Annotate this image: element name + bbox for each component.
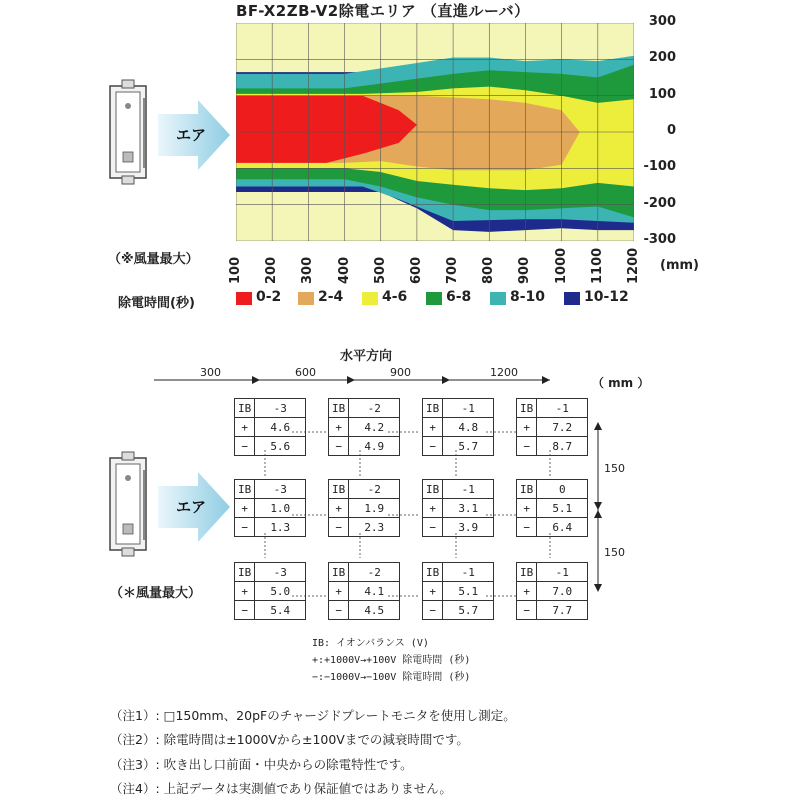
x-axis-unit: (mm) bbox=[660, 258, 699, 273]
cell-key: − bbox=[235, 437, 255, 456]
y-tick-label: -200 bbox=[643, 195, 676, 211]
cell-key: + bbox=[517, 499, 537, 518]
measurement-cell bbox=[516, 562, 588, 620]
cell-value: 1.9 bbox=[349, 499, 400, 518]
x-tick-label: 1000 bbox=[553, 247, 569, 284]
legend-swatch bbox=[490, 292, 506, 305]
legend-swatch bbox=[236, 292, 252, 305]
cell-key: IB bbox=[517, 399, 537, 418]
x-tick-label: 200 bbox=[264, 256, 280, 284]
cell-value: 4.8 bbox=[443, 418, 494, 437]
x-tick-label: 300 bbox=[300, 256, 316, 284]
cell-value: 7.7 bbox=[537, 601, 588, 620]
cell-value: -1 bbox=[537, 399, 588, 418]
cell-key: + bbox=[423, 582, 443, 601]
ionizer-device-icon-2 bbox=[108, 450, 148, 560]
y-tick-label: 100 bbox=[648, 86, 676, 102]
cell-value: 5.4 bbox=[255, 601, 306, 620]
cell-value: -3 bbox=[255, 563, 306, 582]
vertical-spacing-1: 150 bbox=[604, 462, 625, 475]
cell-value: -3 bbox=[255, 399, 306, 418]
cell-key: IB bbox=[517, 480, 537, 499]
cell-key: + bbox=[517, 418, 537, 437]
cell-key: IB bbox=[235, 399, 255, 418]
y-tick-label: 0 bbox=[666, 123, 676, 138]
ib-legend-3: −:−1000V→−100V 除電時間 (秒) bbox=[312, 672, 471, 683]
cell-value: 5.1 bbox=[443, 582, 494, 601]
cell-key: + bbox=[329, 582, 349, 601]
cell-value: -1 bbox=[443, 399, 494, 418]
cell-key: − bbox=[235, 601, 255, 620]
cell-key: − bbox=[329, 601, 349, 620]
measurement-cell bbox=[328, 398, 400, 456]
x-tick-label: 500 bbox=[372, 256, 388, 284]
legend-entry-label: 0-2 bbox=[256, 289, 282, 305]
vertical-spacing-2: 150 bbox=[604, 546, 625, 559]
x-tick-label: 700 bbox=[445, 256, 461, 284]
distance-tick-label: 600 bbox=[295, 366, 316, 379]
cell-value: -2 bbox=[349, 399, 400, 418]
cell-value: 4.9 bbox=[349, 437, 400, 456]
x-tick-label: 800 bbox=[481, 256, 497, 284]
legend-entry-label: 8-10 bbox=[510, 289, 546, 305]
cell-value: -2 bbox=[349, 563, 400, 582]
y-tick-label: -100 bbox=[643, 159, 676, 175]
legend-swatch bbox=[298, 292, 314, 305]
x-tick-label: 100 bbox=[228, 256, 243, 284]
cell-key: IB bbox=[329, 399, 349, 418]
measurement-cell bbox=[328, 479, 400, 537]
ib-legend-2: +:+1000V→+100V 除電時間 (秒) bbox=[312, 655, 471, 666]
measurement-cell bbox=[516, 479, 588, 537]
cell-value: -1 bbox=[537, 563, 588, 582]
cell-key: − bbox=[423, 601, 443, 620]
cell-key: IB bbox=[235, 480, 255, 499]
cell-key: IB bbox=[517, 563, 537, 582]
measurement-cell bbox=[516, 398, 588, 456]
cell-key: − bbox=[517, 601, 537, 620]
cell-key: − bbox=[423, 437, 443, 456]
cell-value: -3 bbox=[255, 480, 306, 499]
footnote-1: （注1）: □150mm、20pFのチャージドプレートモニタを使用し測定。 bbox=[110, 708, 516, 723]
cell-key: + bbox=[517, 582, 537, 601]
measurement-cell bbox=[234, 562, 306, 620]
cell-key: − bbox=[517, 518, 537, 537]
legend-swatch bbox=[564, 292, 580, 305]
cell-key: + bbox=[423, 499, 443, 518]
air-label: エア bbox=[176, 126, 207, 144]
x-tick-label: 1100 bbox=[589, 247, 605, 284]
cell-value: 5.0 bbox=[255, 582, 306, 601]
legend-entry-label: 6-8 bbox=[446, 289, 472, 305]
heatmap-chart bbox=[236, 23, 634, 241]
legend-entry-label: 4-6 bbox=[382, 289, 408, 305]
ionizer-device-icon bbox=[108, 78, 148, 188]
air-label-2: エア bbox=[176, 498, 207, 516]
measurement-cell bbox=[234, 479, 306, 537]
cell-key: IB bbox=[329, 563, 349, 582]
cell-key: + bbox=[235, 418, 255, 437]
cell-value: 3.9 bbox=[443, 518, 494, 537]
measurement-cell bbox=[422, 479, 494, 537]
max-wind-note: （※風量最大） bbox=[108, 252, 199, 267]
cell-key: IB bbox=[423, 480, 443, 499]
x-tick-label: 1200 bbox=[626, 247, 641, 284]
cell-value: 7.0 bbox=[537, 582, 588, 601]
cell-key: + bbox=[235, 582, 255, 601]
cell-key: − bbox=[329, 518, 349, 537]
cell-value: -1 bbox=[443, 563, 494, 582]
cell-value: -2 bbox=[349, 480, 400, 499]
cell-key: IB bbox=[423, 399, 443, 418]
cell-key: + bbox=[423, 418, 443, 437]
footnote-4: （注4）: 上記データは実測値であり保証値ではありません。 bbox=[110, 781, 452, 796]
footnote-3: （注3）: 吹き出し口前面・中央からの除電特性です。 bbox=[110, 757, 413, 772]
cell-key: + bbox=[235, 499, 255, 518]
footnote-2: （注2）: 除電時間は±1000Vから±100Vまでの減衰時間です。 bbox=[110, 732, 469, 747]
y-tick-label: 300 bbox=[648, 14, 676, 29]
legend-entry-label: 10-12 bbox=[584, 289, 629, 305]
measurement-cell bbox=[422, 398, 494, 456]
horizontal-direction-title: 水平方向 bbox=[340, 349, 393, 364]
cell-key: − bbox=[423, 518, 443, 537]
distance-tick-label: 300 bbox=[200, 366, 221, 379]
cell-value: 4.2 bbox=[349, 418, 400, 437]
x-tick-label: 900 bbox=[517, 256, 533, 284]
cell-value: 4.1 bbox=[349, 582, 400, 601]
cell-value: 8.7 bbox=[537, 437, 588, 456]
cell-key: − bbox=[517, 437, 537, 456]
x-tick-label: 400 bbox=[336, 256, 352, 284]
cell-key: − bbox=[235, 518, 255, 537]
measurement-cell bbox=[328, 562, 400, 620]
legend-title: 除電時間(秒) bbox=[118, 296, 195, 311]
cell-value: 3.1 bbox=[443, 499, 494, 518]
cell-value: 4.5 bbox=[349, 601, 400, 620]
chart-title: BF-X2ZB-V2除電エリア （直進ルーバ） bbox=[236, 2, 530, 20]
distance-tick-label: 1200 bbox=[490, 366, 518, 379]
max-wind-note-2: （＊風量最大） bbox=[110, 586, 202, 601]
cell-key: IB bbox=[423, 563, 443, 582]
ib-legend-1: IB: イオンバランス (V) bbox=[312, 638, 429, 649]
distance-unit: （ mm ） bbox=[592, 376, 650, 390]
legend-swatch bbox=[426, 292, 442, 305]
cell-key: − bbox=[329, 437, 349, 456]
measurement-cell bbox=[422, 562, 494, 620]
cell-key: + bbox=[329, 499, 349, 518]
y-tick-label: 200 bbox=[648, 50, 676, 66]
cell-value: -1 bbox=[443, 480, 494, 499]
cell-value: 4.6 bbox=[255, 418, 306, 437]
cell-key: IB bbox=[329, 480, 349, 499]
vertical-spacing-arrows bbox=[588, 420, 608, 595]
cell-value: 1.3 bbox=[255, 518, 306, 537]
legend-entry-label: 2-4 bbox=[318, 289, 344, 305]
cell-value: 2.3 bbox=[349, 518, 400, 537]
cell-key: IB bbox=[235, 563, 255, 582]
measurement-cell bbox=[234, 398, 306, 456]
cell-value: 5.7 bbox=[443, 437, 494, 456]
distance-tick-label: 900 bbox=[390, 366, 411, 379]
cell-value: 1.0 bbox=[255, 499, 306, 518]
cell-value: 7.2 bbox=[537, 418, 588, 437]
cell-key: + bbox=[329, 418, 349, 437]
cell-value: 5.7 bbox=[443, 601, 494, 620]
x-tick-label: 600 bbox=[408, 256, 424, 284]
cell-value: 5.1 bbox=[537, 499, 588, 518]
cell-value: 5.6 bbox=[255, 437, 306, 456]
legend-swatch bbox=[362, 292, 378, 305]
y-tick-label: -300 bbox=[643, 232, 676, 247]
cell-value: 0 bbox=[537, 480, 588, 499]
cell-value: 6.4 bbox=[537, 518, 588, 537]
